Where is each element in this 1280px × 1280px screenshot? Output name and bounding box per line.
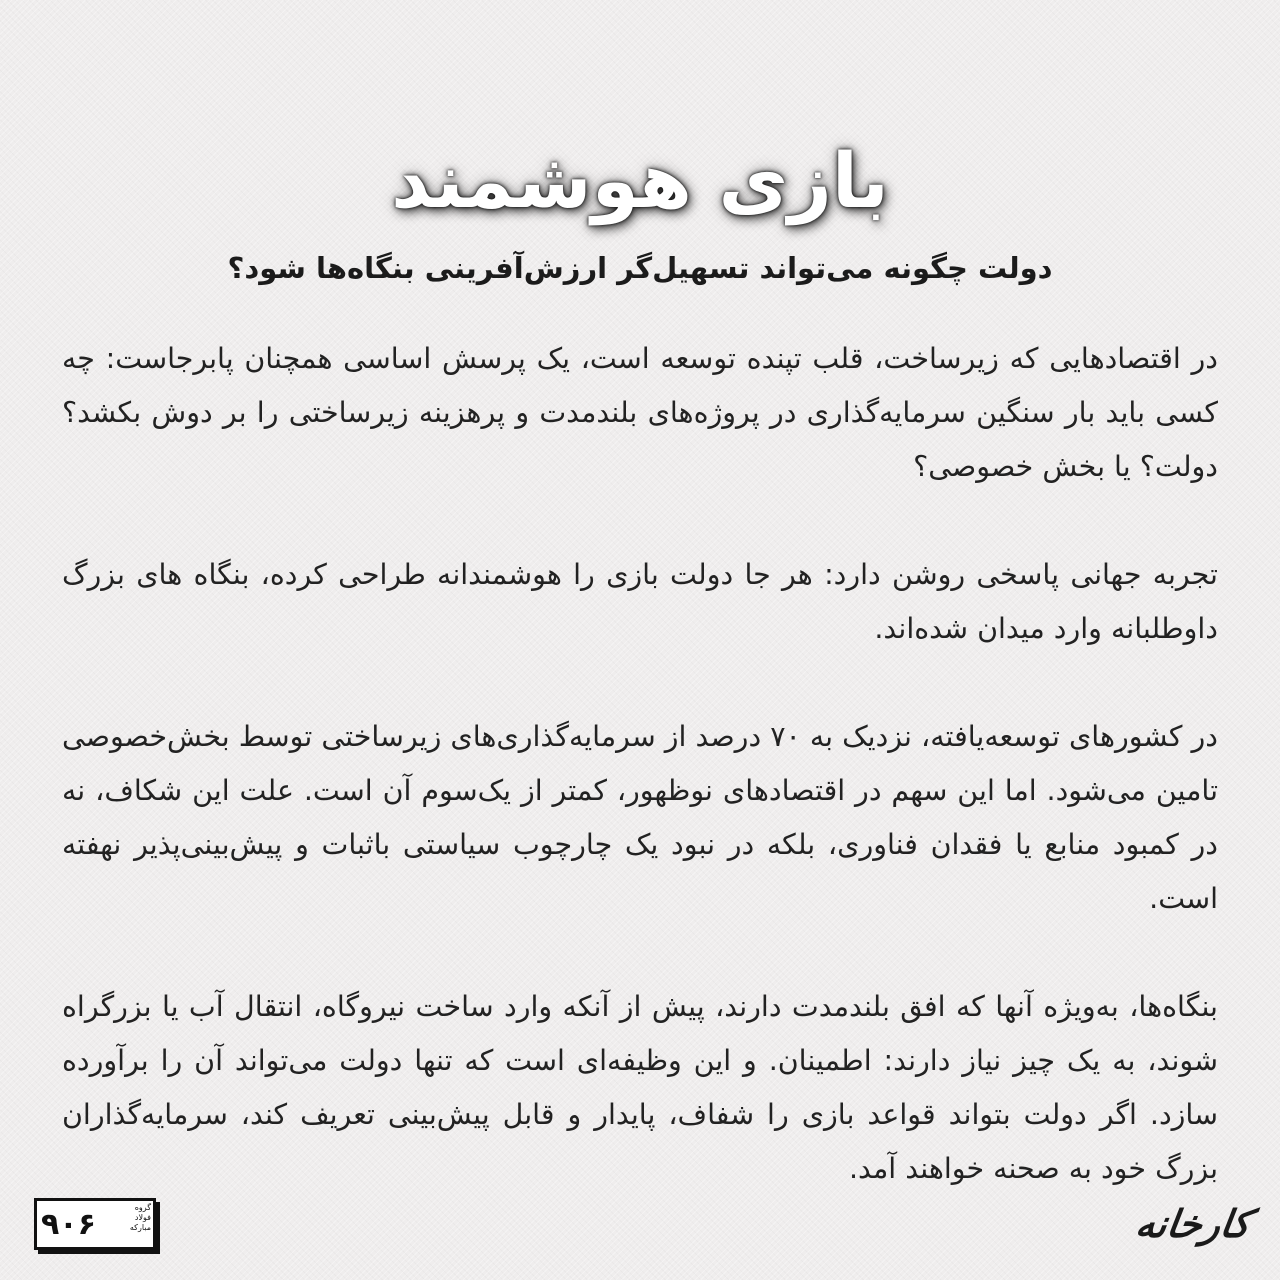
page-subtitle: دولت چگونه می‌تواند تسهیل‌گر ارزش‌آفرینی بنگاه‌ها شود؟ [227,251,1053,285]
article-body [62,332,1218,1196]
mobarakeh-steel-logo [34,1198,156,1250]
paragraph-4: بنگاه‌ها، به‌ویژه آنها که افق بلندمدت دارند، پیش از آنکه وارد ساخت نیروگاه، انتقال آب یا بزرگراه شوند، به یک چیز نیاز دارند: اطمینان. و این وظیفه‌ای است که تنها دولت می‌تواند آن را برآورده سازد. اگر دولت بتواند قواعد بازی را شفاف، پایدار و قابل پیش‌بینی تعریف کند، سرمایه‌گذاران بزرگ خود به صحنه خواهند آمد. [62,990,1218,1185]
karkhaneh-logo: کارخانه [1132,1202,1254,1246]
paragraph-1: در اقتصادهایی که زیرساخت، قلب تپنده توسعه است، یک پرسش اساسی همچنان پابرجاست: چه کسی باید بار سنگین سرمایه‌گذاری در پروژه‌های بلندمدت و پرهزینه زیرساختی را بر دوش بکشد؟ دولت؟ یا بخش خصوصی؟ [62,342,1218,483]
logo-caption: گروه فولاد مبارکه [129,1203,151,1232]
page-title: بازی هوشمند [391,136,889,225]
paragraph-3: در کشورهای توسعه‌یافته، نزدیک به ۷۰ درصد از سرمایه‌گذاری‌های زیرساختی توسط بخش‌خصوصی تامین می‌شود. اما این سهم در اقتصادهای نوظهور، کمتر از یک‌سوم آن است. علت این شکاف، نه در کمبود منابع یا فقدان فناوری، بلکه در نبود یک چارچوب سیاستی باثبات و پیش‌بینی‌پذیر نهفته است. [62,720,1218,915]
paragraph-2: تجربه جهانی پاسخی روشن دارد: هر جا دولت بازی را هوشمندانه طراحی کرده، بنگاه های بزرگ داوطلبانه وارد میدان شده‌اند. [62,558,1218,645]
logo-mark: ۹۰۶ [41,1206,96,1242]
